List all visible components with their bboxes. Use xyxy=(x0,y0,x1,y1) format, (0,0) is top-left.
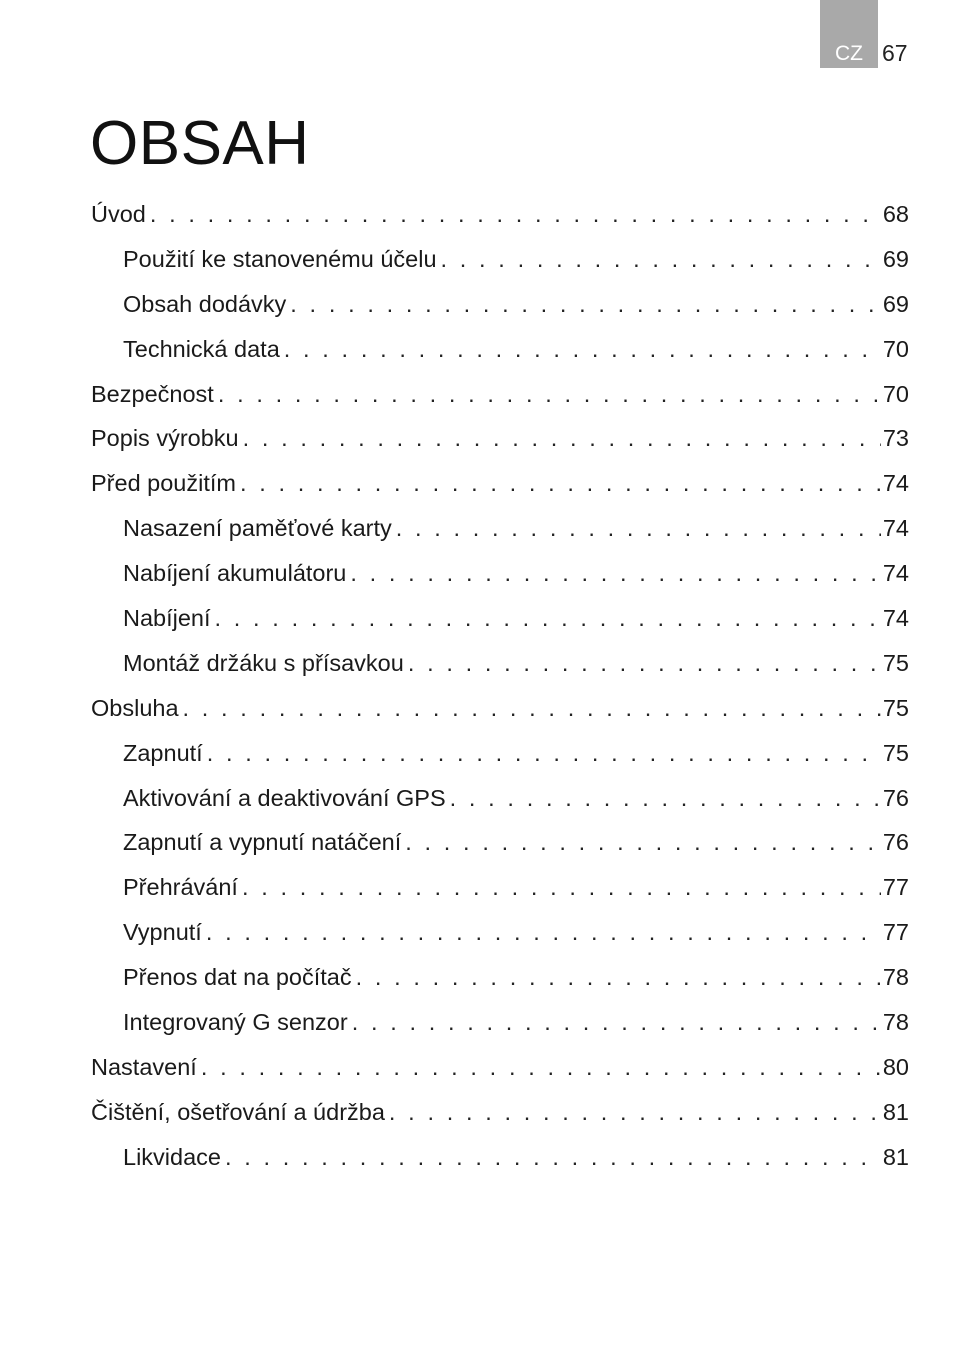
toc-entry-page: 75 xyxy=(882,694,909,721)
toc-entry-label: Zapnutí xyxy=(123,739,203,766)
toc-entry-page: 74 xyxy=(882,560,909,587)
toc-entry-page: 70 xyxy=(882,335,909,362)
toc-entry[interactable] xyxy=(91,910,909,955)
toc-dot-leader xyxy=(405,829,881,856)
toc-entry-label: Nabíjení akumulátoru xyxy=(123,560,347,587)
toc-entry-label: Obsah dodávky xyxy=(123,290,287,317)
toc-entry[interactable] xyxy=(91,596,909,641)
toc-entry-page: 74 xyxy=(882,515,909,542)
toc-entry-page: 78 xyxy=(882,1008,909,1035)
toc-dot-leader xyxy=(290,291,881,318)
toc-dot-leader xyxy=(284,336,881,363)
toc-entry-label: Bezpečnost xyxy=(91,380,214,407)
toc-entry[interactable] xyxy=(91,1135,909,1180)
toc-dot-leader xyxy=(441,246,881,273)
toc-entry-label: Technická data xyxy=(123,335,280,362)
toc-dot-leader xyxy=(206,919,881,946)
toc-dot-leader xyxy=(207,740,881,767)
toc-entry[interactable] xyxy=(91,865,909,910)
toc-entry[interactable] xyxy=(91,1090,909,1135)
toc-entry[interactable] xyxy=(91,192,909,237)
toc-entry-page: 76 xyxy=(882,784,909,811)
toc-entry-page: 75 xyxy=(882,739,909,766)
toc-entry-label: Zapnutí a vypnutí natáčení xyxy=(123,829,402,856)
toc-entry[interactable] xyxy=(91,686,909,731)
toc-entry-page: 68 xyxy=(882,200,909,227)
language-tab xyxy=(820,0,878,68)
toc-entry-label: Úvod xyxy=(91,200,146,227)
toc-entry-label: Přehrávání xyxy=(123,874,238,901)
toc-entry-page: 74 xyxy=(882,604,909,631)
toc-entry-label: Přenos dat na počítač xyxy=(123,964,352,991)
toc-entry[interactable] xyxy=(91,820,909,865)
toc-entry-page: 76 xyxy=(882,829,909,856)
toc-entry-page: 77 xyxy=(882,874,909,901)
toc-entry-label: Montáž držáku s přísavkou xyxy=(123,649,404,676)
table-of-contents xyxy=(91,192,909,1180)
toc-entry[interactable] xyxy=(91,1000,909,1045)
toc-dot-leader xyxy=(396,515,881,542)
toc-entry-page: 80 xyxy=(882,1053,909,1080)
toc-dot-leader xyxy=(201,1054,881,1081)
toc-entry[interactable] xyxy=(91,551,909,596)
toc-entry-page: 74 xyxy=(882,470,909,497)
toc-entry-label: Nabíjení xyxy=(123,604,211,631)
toc-dot-leader xyxy=(352,1009,881,1036)
toc-entry[interactable] xyxy=(91,1045,909,1090)
toc-entry-page: 70 xyxy=(882,380,909,407)
toc-entry[interactable] xyxy=(91,237,909,282)
toc-entry-page: 81 xyxy=(882,1143,909,1170)
toc-entry[interactable] xyxy=(91,506,909,551)
toc-entry[interactable] xyxy=(91,776,909,821)
toc-entry-label: Nastavení xyxy=(91,1053,197,1080)
toc-dot-leader xyxy=(218,381,881,408)
toc-entry-label: Integrovaný G senzor xyxy=(123,1008,348,1035)
toc-entry-label: Nasazení paměťové karty xyxy=(123,515,392,542)
toc-dot-leader xyxy=(242,874,881,901)
toc-entry-label: Vypnutí xyxy=(123,919,202,946)
toc-entry-page: 78 xyxy=(882,964,909,991)
page-number: 67 xyxy=(882,40,908,66)
toc-entry-label: Čištění, ošetřování a údržba xyxy=(91,1098,385,1125)
toc-entry[interactable] xyxy=(91,327,909,372)
toc-entry-label: Popis výrobku xyxy=(91,425,239,452)
toc-entry-page: 77 xyxy=(882,919,909,946)
toc-dot-leader xyxy=(243,425,881,452)
toc-dot-leader xyxy=(350,560,880,587)
toc-entry[interactable] xyxy=(91,372,909,417)
toc-dot-leader xyxy=(356,964,881,991)
toc-dot-leader xyxy=(215,605,881,632)
toc-entry[interactable] xyxy=(91,731,909,776)
toc-entry-label: Před použitím xyxy=(91,470,236,497)
toc-entry-label: Likvidace xyxy=(123,1143,221,1170)
page-title: OBSAH xyxy=(90,109,310,178)
toc-entry-page: 75 xyxy=(882,649,909,676)
toc-entry-label: Obsluha xyxy=(91,694,179,721)
toc-entry[interactable] xyxy=(91,955,909,1000)
toc-entry[interactable] xyxy=(91,282,909,327)
toc-entry[interactable] xyxy=(91,641,909,686)
toc-dot-leader xyxy=(240,470,881,497)
toc-entry-page: 81 xyxy=(882,1098,909,1125)
toc-dot-leader xyxy=(150,201,881,228)
language-label: CZ xyxy=(835,42,863,65)
toc-dot-leader xyxy=(450,785,881,812)
toc-entry-page: 73 xyxy=(882,425,909,452)
toc-dot-leader xyxy=(225,1144,881,1171)
toc-entry-page: 69 xyxy=(882,245,909,272)
toc-entry[interactable] xyxy=(91,461,909,506)
toc-entry[interactable] xyxy=(91,416,909,461)
toc-dot-leader xyxy=(389,1099,881,1126)
toc-dot-leader xyxy=(183,695,881,722)
toc-entry-page: 69 xyxy=(882,290,909,317)
toc-dot-leader xyxy=(408,650,881,677)
toc-entry-label: Použití ke stanovenému účelu xyxy=(123,245,437,272)
toc-entry-label: Aktivování a deaktivování GPS xyxy=(123,784,446,811)
